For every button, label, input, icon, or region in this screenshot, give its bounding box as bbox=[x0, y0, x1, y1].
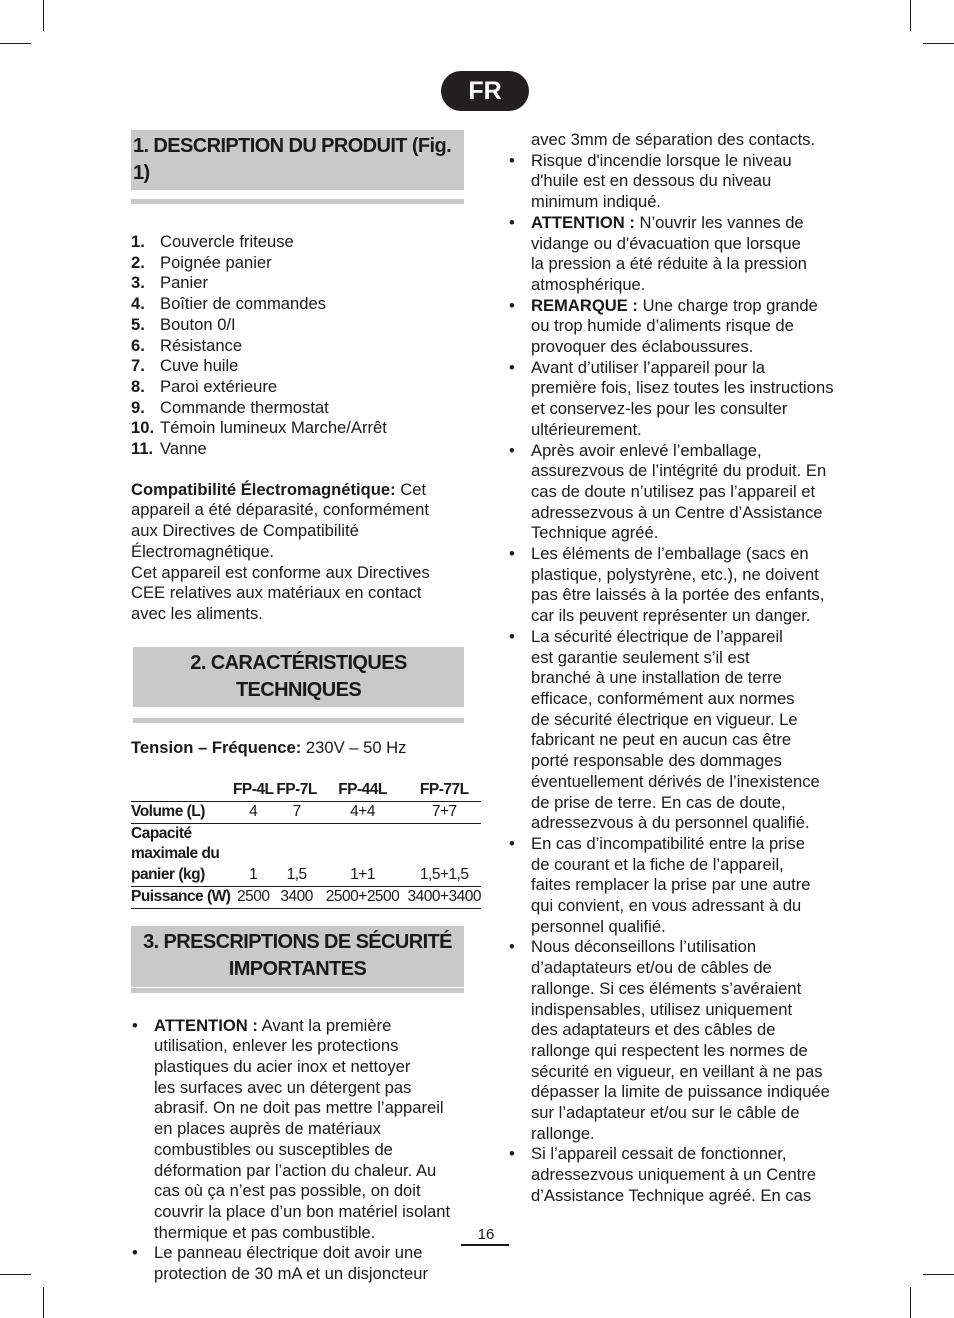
page-number-rule bbox=[461, 1244, 509, 1246]
list-item: 8. Paroi extérieure bbox=[131, 376, 278, 396]
table-row: Puissance (W) 2500 3400 2500+2500 3400+3400 bbox=[131, 886, 481, 908]
list-item: • Avant d’utiliser l’appareil pour la première fois, lisez toutes les instructions et conservez-les pour les consulter ultérieurement. bbox=[508, 358, 848, 441]
parts-list bbox=[131, 232, 464, 460]
crop-mark bbox=[923, 1274, 954, 1275]
specs-table bbox=[131, 780, 481, 908]
emc-paragraph: Compatibilité Électromagnétique: Cet appareil a été déparasité, conformément aux Directives de Compatibilité Électromagnétique. Cet appareil est conforme aux Directives CEE relatives aux matériaux en contact avec les aliments. bbox=[131, 479, 430, 623]
list-item: • ATTENTION : N’ouvrir les vannes de vidange ou d'évacuation que lorsque la pression a été réduite à la pression atmosphérique. bbox=[508, 213, 848, 296]
list-item: 10. Témoin lumineux Marche/Arrêt bbox=[131, 418, 387, 438]
table-row: Capacité maximale du panier (kg) 1 1,5 1+1 1,5+1,5 bbox=[131, 823, 481, 886]
crop-mark bbox=[43, 0, 44, 31]
list-item: • Après avoir enlevé l’emballage, assurezvous de l’intégrité du produit. En cas de doute n’utilisez pas l’appareil et adressezvous à un Centre d’Assistance Technique agréé. bbox=[508, 441, 848, 545]
list-item: • Nous déconseillons l’utilisation d’adaptateurs et/ou de câbles de rallonge. Si ces éléments s’avéraient indispensables, utilisez uniquement des adaptateurs et des câbles de rallonge qui respectent les normes de sécurité en vigueur, en veillant à ne pas dépasser la limite de puissance indiquée sur l’adaptateur et/ou sur le câble de rallonge. bbox=[508, 937, 848, 1144]
section-2-block bbox=[131, 647, 464, 723]
tension-line: Tension – Fréquence: 230V – 50 Hz bbox=[131, 737, 407, 757]
list-item: • En cas d’incompatibilité entre la prise de courant et la fiche de l’appareil, faites remplacer la prise par une autre qui convient, en vous adressant à du personnel qualifié. bbox=[508, 834, 848, 938]
safety-list-left bbox=[131, 1016, 464, 1285]
list-item: • ATTENTION : Avant la première utilisation, enlever les protections plastiques du acier inox et nettoyer les surfaces avec un détergent pas abrasif. On ne doit pas mettre l’appareil en places auprès de matériaux combustibles ou susceptibles de déformation par l’action du chaleur. Au cas où ça n’est pas possible, on doit couvrir la place d’un bon matériel isolant thermique et pas combustible. bbox=[131, 1016, 464, 1244]
heading-rule bbox=[131, 199, 464, 204]
crop-mark bbox=[43, 1287, 44, 1318]
list-item: • Le panneau électrique doit avoir une protection de 30 mA et un disjoncteur bbox=[131, 1243, 464, 1284]
list-item: 2. Poignée panier bbox=[131, 252, 272, 272]
section-3-heading: 3. PRESCRIPTIONS DE SÉCURITÉ IMPORTANTES bbox=[131, 926, 464, 987]
heading-rule bbox=[133, 718, 464, 723]
safety-list-right bbox=[508, 151, 848, 1207]
list-item: 5. Bouton 0/I bbox=[131, 314, 236, 334]
list-item: • Si l’appareil cessait de fonctionner, adressezvous uniquement à un Centre d’Assistance Technique agréé. En cas bbox=[508, 1144, 848, 1206]
table-row: Volume (L) 4 7 4+4 7+7 bbox=[131, 802, 481, 824]
list-item: 7. Cuve huile bbox=[131, 356, 239, 376]
page-number: 16 bbox=[477, 1226, 495, 1243]
section-3-block bbox=[131, 926, 464, 993]
list-item: • Les éléments de l’emballage (sacs en plastique, polystyrène, etc.), ne doivent pas être laissés à la portée des enfants, car ils peuvent représenter un danger. bbox=[508, 544, 848, 627]
list-item: 1. Couvercle friteuse bbox=[131, 232, 294, 251]
list-item: • Risque d'incendie lorsque le niveau d'huile est en dessous du niveau minimum indiqué. bbox=[508, 151, 848, 213]
list-item: 9. Commande thermostat bbox=[131, 397, 329, 417]
crop-mark bbox=[910, 0, 911, 31]
right-column: avec 3mm de séparation des contacts. • Risque d'incendie lorsque le niveau d'huile est en dessous du niveau minimum indiqué. • ATTENTION : N’ouvrir les vannes de vidange ou d'évacuation que lorsque la pression a été réduite à la pression atmosphérique. • REMARQUE : Une charge trop grande ou trop humide d’aliments risque de provoquer des éclaboussures. • Avant d’utiliser l’appareil pour la première fois, lisez toutes les instructions et conservez-les pour les consulter ultérieurement. • Après avoir enlevé l’emballage, assurezvous de l’intégrité du produit. En cas de doute n’utilisez pas l’appareil et adressezvous à un Centre d’Assistance Technique agréé. • Les éléments de l’emballage (sacs en plastique, polystyrène, etc.), ne doivent pas être laissés à la portée des enfants, car ils peuvent représenter un danger. • La sécurité électrique de l’appareil est garantie seulement s’il est branché à une installation de terre efficace, conformément aux normes de sécurité électrique en vigueur. Le fabricant ne peut en aucun cas être porté responsable des dommages éventuellement dérivés de l’inexistence de prise de terre. En cas de doute, adressezvous à du personnel qualifié. • En cas d’incompatibilité entre la prise de courant et la fiche de l’appareil, faites remplacer la prise par une autre qui convient, en vous adressant à du personnel qualifié. • Nous déconseillons l’utilisation d’adaptateurs et/ou de câbles de rallonge. Si ces éléments s’avéraient indispensables, utilisez uniquement des adaptateurs et des câbles de rallonge qui respectent les normes de sécurité en vigueur, en veillant à ne pas dépasser la limite de puissance indiquée sur l’adaptateur et/ou sur le câble de rallonge. • Si l’appareil cessait de fonctionner, adressezvous uniquement à un Centre d’Assistance Technique agréé. En cas bbox=[508, 130, 848, 1207]
list-item: • La sécurité électrique de l’appareil est garantie seulement s’il est branché à une installation de terre efficace, conformément aux normes de sécurité électrique en vigueur. Le fabricant ne peut en aucun cas être porté responsable des dommages éventuellement dérivés de l’inexistence de prise de terre. En cas de doute, adressezvous à du personnel qualifié. bbox=[508, 627, 848, 834]
list-item: • REMARQUE : Une charge trop grande ou trop humide d’aliments risque de provoquer des éclaboussures. bbox=[508, 296, 848, 358]
section-2-heading: 2. CARACTÉRISTIQUES TECHNIQUES bbox=[133, 647, 464, 707]
table-header-row: FP-4L FP-7L FP-44L FP-77L bbox=[131, 780, 481, 801]
crop-mark bbox=[0, 1274, 31, 1275]
crop-mark bbox=[910, 1287, 911, 1318]
section-1-heading: 1. DESCRIPTION DU PRODUIT (Fig. 1) bbox=[131, 130, 464, 190]
crop-mark bbox=[923, 43, 954, 44]
list-item: 11. Vanne bbox=[131, 439, 207, 459]
list-item: 4. Boîtier de commandes bbox=[131, 294, 327, 314]
left-column bbox=[131, 130, 481, 1285]
heading-rule bbox=[131, 988, 464, 993]
list-item: 6. Résistance bbox=[131, 335, 243, 355]
crop-mark bbox=[0, 43, 31, 44]
list-item: 3. Panier bbox=[131, 273, 208, 293]
language-badge: FR bbox=[441, 71, 529, 111]
